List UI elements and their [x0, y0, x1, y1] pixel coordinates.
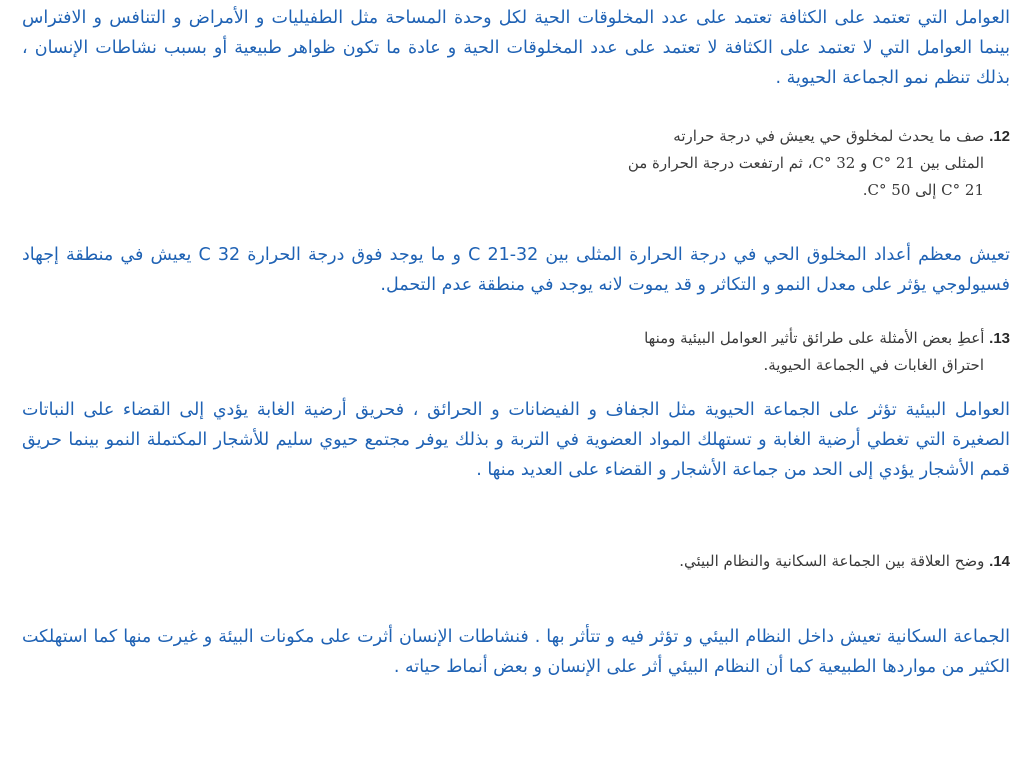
question-13-line-1 [22, 325, 1010, 352]
answer-paragraph-14: الجماعة السكانية تعيش داخل النظام البيئي و تؤثر فيه و تتأثر بها . فنشاطات الإنسان أثرت على مكونات البيئة و غيرت منها كما استهلكت الكثير من مواردها الطبيعية كما أن النظام البيئي أثر على الإنسان و بعض أنماط حياته . [22, 627, 1010, 677]
question-number: 12. [989, 128, 1010, 145]
question-13 [22, 325, 1010, 379]
question-text: صف ما يحدث لمخلوق حي يعيش في درجة حرارته [673, 127, 985, 145]
question-text: وضح العلاقة بين الجماعة السكانية والنظام البيئي. [679, 552, 985, 570]
question-12-line-2: المثلى بين C° 21 و C° 32، ثم ارتفعت درجة الحرارة من [627, 154, 984, 172]
question-14-line-1 [22, 548, 1010, 575]
question-12-line-3: C° 21 إلى C° 50. [862, 181, 984, 199]
question-12 [22, 123, 1010, 204]
question-14 [22, 548, 1010, 575]
question-number: 13. [989, 330, 1010, 347]
question-text: أعطِ بعض الأمثلة على طرائق تأثير العوامل البيئية ومنها [644, 329, 985, 347]
answer-paragraph-13: العوامل البيئية تؤثر على الجماعة الحيوية مثل الجفاف و الفيضانات و الحرائق ، فحريق أرضية الغابة يؤدي إلى القضاء على النباتات الصغيرة التي تغطي أرضية الغابة و تستهلك المواد العضوية في التربة و بذلك يوفر مجتمع حيوي سليم للأشجار المكتملة النمو بينما حريق قمم الأشجار يؤدي إلى الحد من جماعة الأشجار و القضاء على العديد منها . [22, 400, 1010, 480]
question-number: 14. [989, 553, 1010, 570]
question-12-line-1 [22, 123, 1010, 150]
answer-paragraph-12: تعيش معظم أعداد المخلوق الحي في درجة الحرارة المثلى بين C 21-32 و ما يوجد فوق درجة الحرارة C 32 يعيش في منطقة إجهاد فسيولوجي يؤثر على معدل النمو و التكاثر و قد يموت لانه يوجد في منطقة عدم التحمل. [22, 245, 1010, 295]
answer-paragraph-1: العوامل التي تعتمد على الكثافة تعتمد على عدد المخلوقات الحية لكل وحدة المساحة مثل الطفيليات و الأمراض و التنافس و الافتراس بينما العوامل التي لا تعتمد على الكثافة لا تعتمد على عدد المخلوقات الحية و عادة ما تكون ظواهر طبيعية أو بسبب نشاطات الإنسان ، بذلك تنظم نمو الجماعة الحيوية . [22, 8, 1010, 88]
question-13-line-2: احتراق الغابات في الجماعة الحيوية. [763, 356, 984, 374]
